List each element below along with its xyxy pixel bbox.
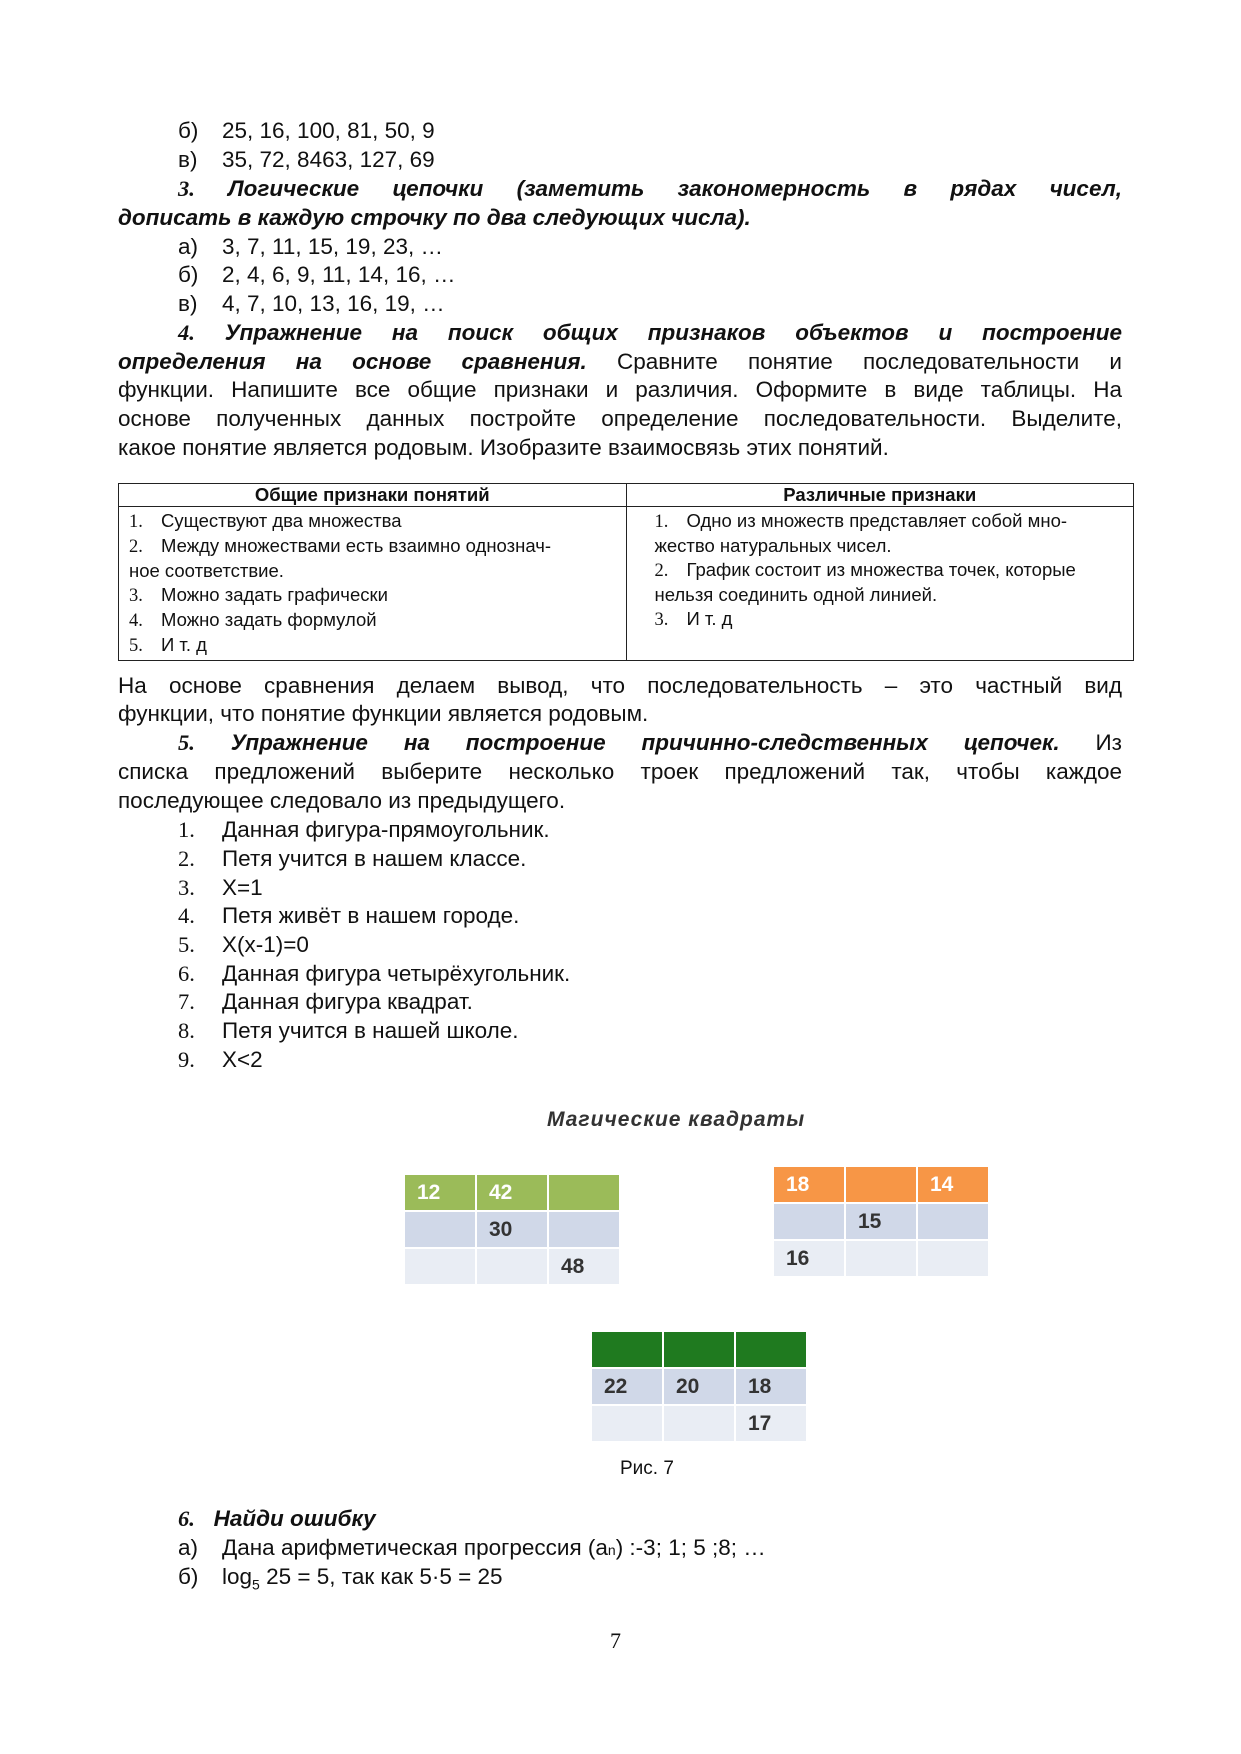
magic-square-cell: 12: [405, 1175, 475, 1210]
magic-square-cell: [846, 1167, 916, 1202]
comparison-table: [118, 483, 1134, 661]
exercise-4-text: какое понятие является родовым. Изобразите взаимосвязь этих понятий.: [118, 435, 889, 460]
magic-square-cell: 48: [549, 1249, 619, 1284]
magic-square-cell: [664, 1406, 734, 1441]
magic-square-cell: 18: [736, 1369, 806, 1404]
table-header: Различные признаки: [626, 484, 1134, 507]
list-item: а) 3, 7, 11, 15, 19, 23, …: [178, 234, 443, 259]
exercise-4-text: функции. Напишите все общие признаки и различия. Оформите в виде таблицы. На: [118, 377, 1122, 402]
magic-square-cell: 14: [918, 1167, 988, 1202]
list-item: 3. X=1: [178, 875, 263, 900]
exercise-3-title: 3. Логические цепочки (заметить закономерность в рядах чисел,: [178, 176, 1122, 201]
magic-square-cell: [405, 1249, 475, 1284]
list-item: 7. Данная фигура квадрат.: [178, 989, 473, 1014]
list-item: б) $\log_5 25 = 5$, так как 5·5 = 25: [178, 1564, 503, 1593]
conclusion-text: На основе сравнения делаем вывод, что последовательность – это частный вид: [118, 673, 1122, 698]
exercise-5-title: 5. Упражнение на построение причинно-следственных цепочек. Из: [178, 730, 1122, 755]
magic-square-1: [405, 1175, 619, 1284]
table-header: Общие признаки понятий: [119, 484, 627, 507]
magic-square-cell: 17: [736, 1406, 806, 1441]
conclusion-text: функции, что понятие функции является родовым.: [118, 701, 649, 726]
magic-square-cell: [918, 1204, 988, 1239]
magic-square-cell: [846, 1241, 916, 1276]
magic-square-cell: 30: [477, 1212, 547, 1247]
magic-square-3: [592, 1332, 806, 1441]
magic-square-cell: 15: [846, 1204, 916, 1239]
list-item: в) 35, 72, 8463, 127, 69: [178, 147, 435, 172]
list-item: в) 4, 7, 10, 13, 16, 19, …: [178, 291, 445, 316]
common-features-cell: 1. Существуют два множества 2. Между множествами есть взаимно однознач- ное соответствие. 3. Можно задать графически 4. Можно задать формулой 5. И т. д: [119, 507, 627, 661]
exercise-4-text: определения на основе сравнения. Сравните понятие последовательности и: [118, 349, 1122, 374]
exercise-6-title: 6. Найди ошибку: [178, 1506, 376, 1531]
list-item: а) Дана арифметическая прогрессия (an) :-3; 1; 5 ;8; …: [178, 1535, 766, 1560]
list-item: б) 2, 4, 6, 9, 11, 14, 16, …: [178, 262, 456, 287]
exercise-4-text: основе полученных данных постройте определение последовательности. Выделите,: [118, 406, 1122, 431]
magic-square-cell: [918, 1241, 988, 1276]
magic-square-cell: [736, 1332, 806, 1367]
list-item: 2. Петя учится в нашем классе.: [178, 846, 527, 871]
exercise-3-title-cont: дописать в каждую строчку по два следующих числа).: [118, 205, 751, 230]
magic-square-cell: [549, 1212, 619, 1247]
different-features-cell: 1. Одно из множеств представляет собой мно- жество натуральных чисел. 2. График состоит из множества точек, которые нельзя соединить одной линией. 3. И т. д: [626, 507, 1134, 661]
list-item: 9. X<2: [178, 1047, 263, 1072]
magic-square-cell: 22: [592, 1369, 662, 1404]
magic-square-cell: [592, 1332, 662, 1367]
figure-title: Магические квадраты: [547, 1108, 806, 1131]
magic-square-cell: [592, 1406, 662, 1441]
magic-square-cell: 42: [477, 1175, 547, 1210]
magic-square-cell: [774, 1204, 844, 1239]
magic-square-cell: [664, 1332, 734, 1367]
list-item: 5. X(x-1)=0: [178, 932, 309, 957]
exercise-5-text: последующее следовало из предыдущего.: [118, 788, 566, 813]
list-item: 8. Петя учится в нашей школе.: [178, 1018, 519, 1043]
list-item: б) 25, 16, 100, 81, 50, 9: [178, 118, 435, 143]
magic-square-cell: 18: [774, 1167, 844, 1202]
figure-caption: Рис. 7: [620, 1458, 674, 1479]
exercise-4-title: 4. Упражнение на поиск общих признаков объектов и построение: [178, 320, 1122, 345]
magic-square-cell: 16: [774, 1241, 844, 1276]
magic-square-cell: [549, 1175, 619, 1210]
list-item: 4. Петя живёт в нашем городе.: [178, 903, 520, 928]
list-item: 1. Данная фигура-прямоугольник.: [178, 817, 550, 842]
magic-square-2: [774, 1167, 988, 1276]
magic-square-cell: [405, 1212, 475, 1247]
list-item: 6. Данная фигура четырёхугольник.: [178, 961, 571, 986]
magic-square-cell: [477, 1249, 547, 1284]
magic-square-cell: 20: [664, 1369, 734, 1404]
page-number: 7: [610, 1628, 621, 1653]
exercise-5-text: списка предложений выберите несколько троек предложений так, чтобы каждое: [118, 759, 1122, 784]
